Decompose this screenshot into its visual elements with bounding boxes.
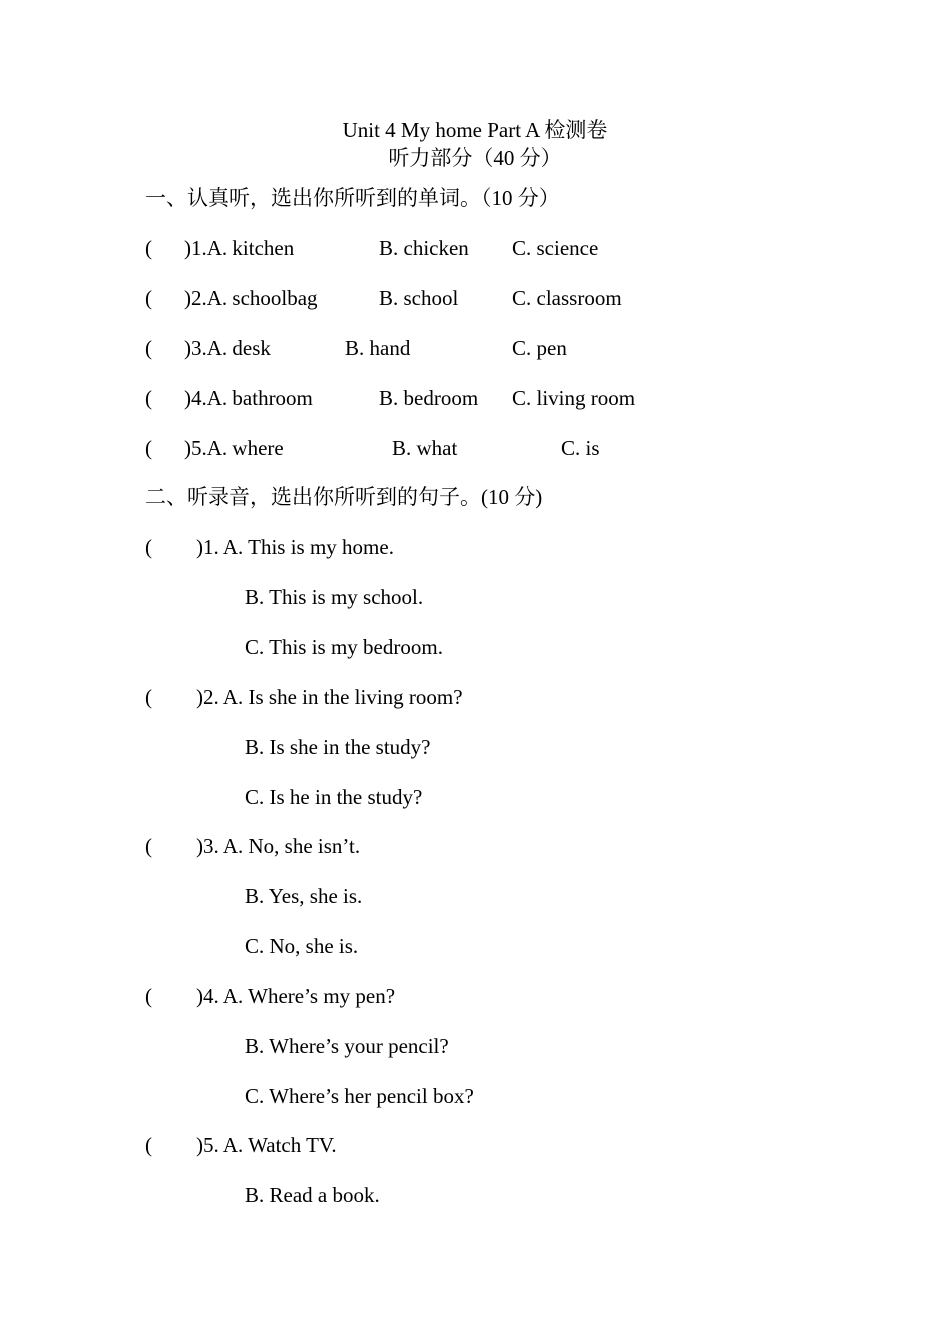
option-b: B. school <box>379 286 459 310</box>
option-a: )2.A. schoolbag <box>184 286 318 310</box>
answer-paren: ( <box>145 834 152 858</box>
option-a: )3.A. desk <box>184 336 271 360</box>
answer-paren: ( <box>145 984 152 1008</box>
answer-paren: ( <box>145 1133 152 1157</box>
option-b: B. Read a book. <box>245 1183 380 1207</box>
section-2-heading: 二、听录音，选出你所听到的句子。(10 分) <box>145 485 543 509</box>
option-b: B. hand <box>345 336 411 360</box>
option-c: C. This is my bedroom. <box>245 635 443 659</box>
page-subtitle: 听力部分（40 分） <box>388 146 562 170</box>
answer-paren: ( <box>145 535 152 559</box>
option-c: C. pen <box>512 336 567 360</box>
option-c: C. No, she is. <box>245 934 359 958</box>
option-a: )3. A. No, she isn’t. <box>196 834 361 858</box>
option-c: C. Where’s her pencil box? <box>245 1084 474 1108</box>
option-a: )5.A. where <box>184 436 284 460</box>
answer-paren: ( <box>145 386 152 410</box>
option-a: )4.A. bathroom <box>184 386 313 410</box>
option-b: B. bedroom <box>379 386 479 410</box>
option-a: )1.A. kitchen <box>184 236 295 260</box>
option-a: )1. A. This is my home. <box>196 535 394 559</box>
option-c: C. living room <box>512 386 636 410</box>
option-b: B. chicken <box>379 236 469 260</box>
answer-paren: ( <box>145 236 152 260</box>
page-title: Unit 4 My home Part A 检测卷 <box>342 118 608 142</box>
option-c: C. is <box>561 436 600 460</box>
option-b: B. This is my school. <box>245 585 424 609</box>
option-b: B. Is she in the study? <box>245 735 431 759</box>
option-c: C. science <box>512 236 599 260</box>
answer-paren: ( <box>145 336 152 360</box>
answer-paren: ( <box>145 436 152 460</box>
answer-paren: ( <box>145 286 152 310</box>
option-b: B. what <box>392 436 458 460</box>
option-a: )2. A. Is she in the living room? <box>196 685 463 709</box>
option-c: C. classroom <box>512 286 622 310</box>
option-b: B. Where’s your pencil? <box>245 1034 449 1058</box>
answer-paren: ( <box>145 685 152 709</box>
option-b: B. Yes, she is. <box>245 884 363 908</box>
section-1-heading: 一、认真听，选出你所听到的单词。（10 分） <box>145 186 560 210</box>
option-a: )4. A. Where’s my pen? <box>196 984 396 1008</box>
option-c: C. Is he in the study? <box>245 785 423 809</box>
option-a: )5. A. Watch TV. <box>196 1133 337 1157</box>
